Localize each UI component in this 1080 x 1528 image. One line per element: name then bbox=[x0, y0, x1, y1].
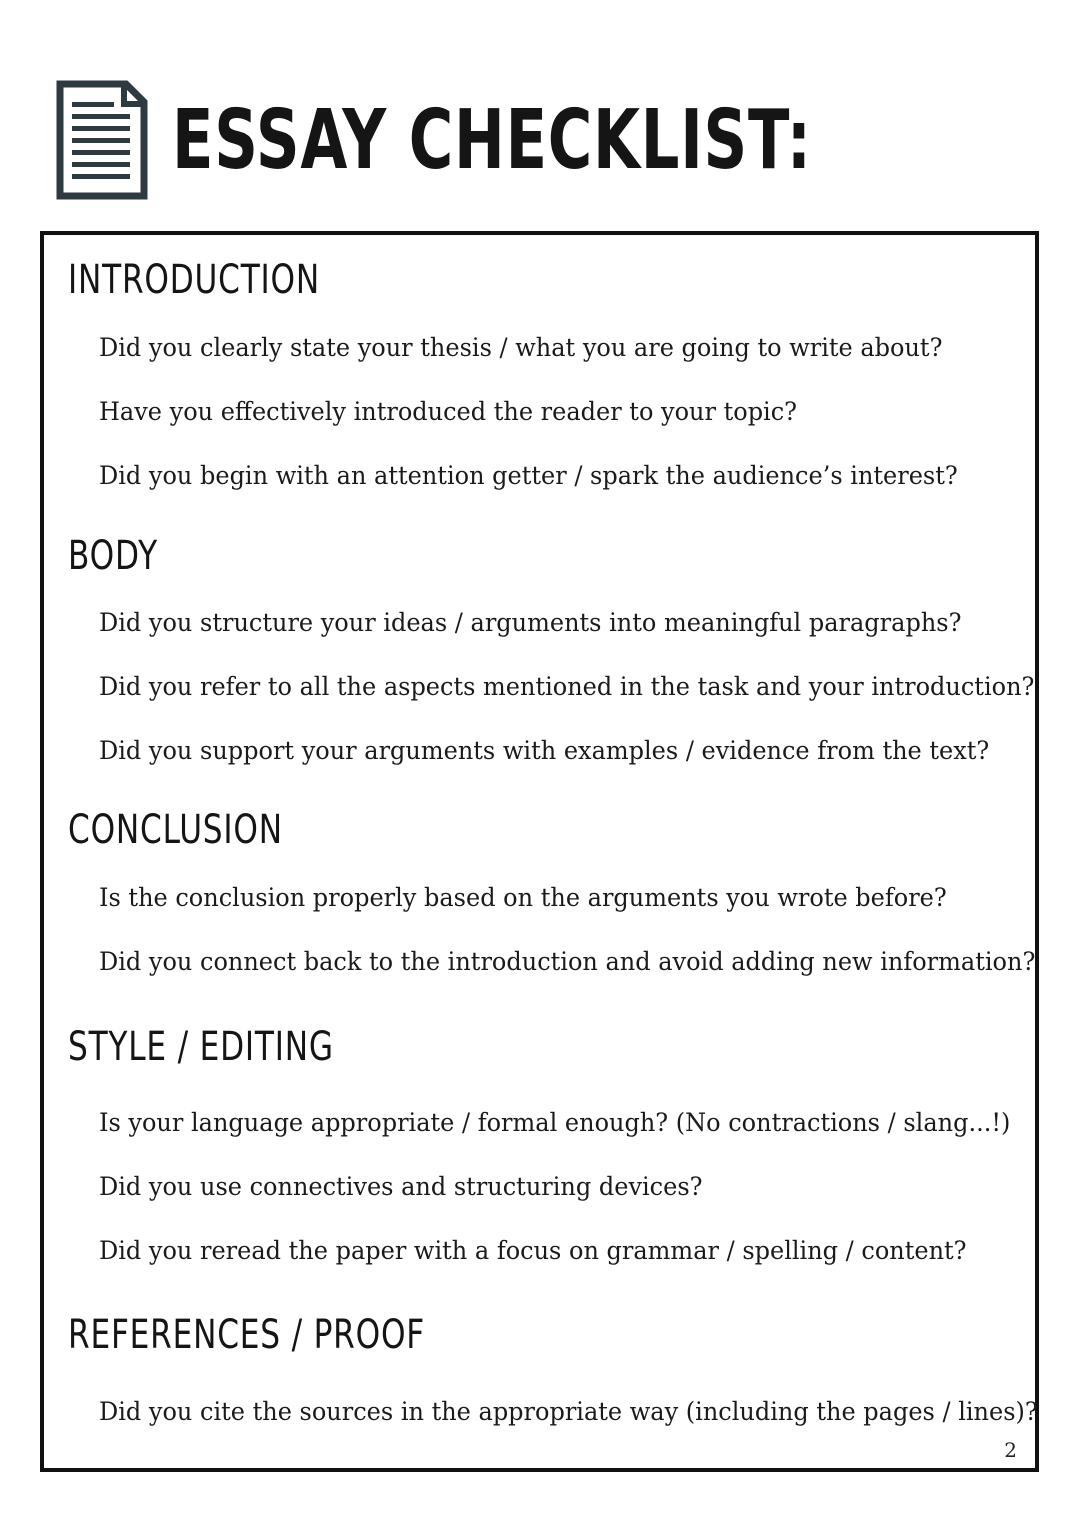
section-heading-body: BODY bbox=[68, 533, 158, 579]
checklist-item: Did you structure your ideas / arguments into meaningful paragraphs? bbox=[99, 608, 962, 637]
page-header bbox=[56, 78, 1037, 202]
checklist-item: Did you support your arguments with examples / evidence from the text? bbox=[99, 736, 990, 765]
checklist-item: Have you effectively introduced the reader to your topic? bbox=[99, 397, 798, 426]
checklist-item: Did you use connectives and structuring devices? bbox=[99, 1172, 703, 1201]
checklist-box bbox=[40, 231, 1039, 1472]
section-heading-conclusion: CONCLUSION bbox=[68, 807, 283, 853]
checklist-item: Did you connect back to the introduction and avoid adding new information? bbox=[99, 947, 1036, 976]
checklist-item: Did you clearly state your thesis / what you are going to write about? bbox=[99, 333, 943, 362]
checklist-item: Did you refer to all the aspects mentioned in the task and your introduction? bbox=[99, 672, 1035, 701]
checklist-item: Did you cite the sources in the appropriate way (including the pages / lines)? bbox=[99, 1397, 1038, 1426]
checklist-item: Is your language appropriate / formal enough? (No contractions / slang...!) bbox=[99, 1108, 1011, 1137]
section-heading-style-editing: STYLE / EDITING bbox=[68, 1024, 334, 1070]
section-heading-introduction: INTRODUCTION bbox=[68, 257, 321, 303]
checklist-item: Did you reread the paper with a focus on grammar / spelling / content? bbox=[99, 1236, 967, 1265]
checklist-item: Is the conclusion properly based on the arguments you wrote before? bbox=[99, 883, 947, 912]
checklist-item: Did you begin with an attention getter / spark the audience’s interest? bbox=[99, 461, 958, 490]
document-icon bbox=[56, 80, 148, 200]
section-heading-references-proof: REFERENCES / PROOF bbox=[68, 1312, 426, 1358]
page-number: 2 bbox=[1004, 1438, 1017, 1462]
page-title: ESSAY CHECKLIST: bbox=[172, 92, 812, 188]
